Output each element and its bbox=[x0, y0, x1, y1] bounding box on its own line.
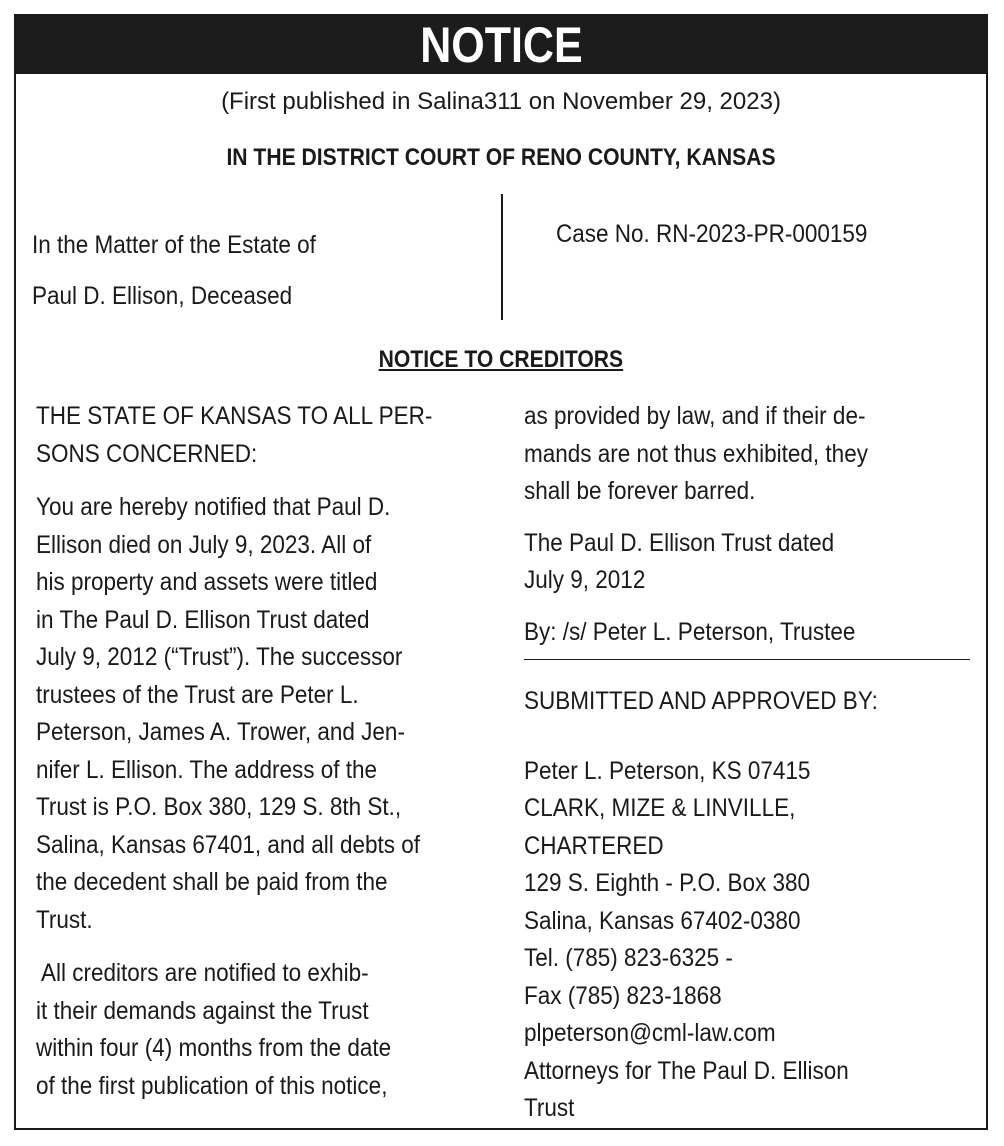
text-line: Peter L. Peterson, KS 07415 bbox=[524, 756, 811, 785]
text-line: Fax (785) 823-1868 bbox=[524, 981, 722, 1010]
matter-line-2: Paul D. Ellison, Deceased bbox=[32, 282, 293, 310]
text-line: THE STATE OF KANSAS TO ALL PER- bbox=[36, 402, 433, 430]
text-line: Salina, Kansas 67402-0380 bbox=[524, 906, 801, 935]
text-line: Trust. bbox=[36, 905, 93, 934]
case-caption-matter bbox=[32, 220, 347, 322]
right-column bbox=[524, 398, 970, 1128]
notice-banner bbox=[16, 16, 986, 74]
court-heading bbox=[16, 144, 986, 172]
email-text: plpeterson@cml-law.com bbox=[524, 1019, 776, 1047]
text-line: within four (4) months from the date bbox=[36, 1034, 392, 1062]
text-line: The Paul D. Ellison Trust dated bbox=[524, 528, 835, 557]
notice-frame bbox=[14, 14, 988, 1130]
text-line: trustees of the Trust are Peter L. bbox=[36, 680, 359, 709]
court-heading-text: IN THE DISTRICT COURT OF RENO COUNTY, KANSAS bbox=[226, 144, 776, 171]
text-line: Peterson, James A. Trower, and Jen- bbox=[36, 718, 405, 746]
text-line: Salina, Kansas 67401, and all debts of bbox=[36, 830, 421, 859]
matter-line-1: In the Matter of the Estate of bbox=[32, 231, 316, 259]
text-line: SONS CONCERNED: bbox=[36, 439, 258, 468]
text-line: Ellison died on July 9, 2023. All of bbox=[36, 530, 372, 559]
caption-divider bbox=[501, 194, 503, 320]
signature-divider bbox=[524, 659, 970, 660]
submitted-text: SUBMITTED AND APPROVED BY: bbox=[524, 687, 878, 715]
text-line: Tel. (785) 823-6325 - bbox=[524, 944, 733, 972]
text-line: All creditors are notified to exhib- bbox=[36, 959, 369, 987]
case-number: Case No. RN-2023-PR-000159 bbox=[556, 220, 868, 248]
text-line: July 9, 2012 (“Trust”). The successor bbox=[36, 643, 403, 671]
text-line: shall be forever barred. bbox=[524, 477, 756, 505]
text-line: 129 S. Eighth - P.O. Box 380 bbox=[524, 869, 811, 897]
case-caption-number bbox=[556, 220, 902, 249]
publication-note: (First published in Salina311 on November 29, 2023) bbox=[221, 88, 781, 115]
text-line: the decedent shall be paid from the bbox=[36, 868, 388, 896]
text-line: Trust is P.O. Box 380, 129 S. 8th St., bbox=[36, 793, 402, 821]
signature-text: By: /s/ Peter L. Peterson, Trustee bbox=[524, 617, 856, 646]
text-line: his property and assets were titled bbox=[36, 568, 378, 596]
text-line: July 9, 2012 bbox=[524, 566, 646, 594]
notice-to-creditors-text: NOTICE TO CREDITORS bbox=[378, 346, 624, 373]
text-line: as provided by law, and if their de- bbox=[524, 402, 866, 430]
text-line: mands are not thus exhibited, they bbox=[524, 439, 868, 468]
text-line: nifer L. Ellison. The address of the bbox=[36, 755, 378, 784]
text-line: of the first publication of this notice, bbox=[36, 1071, 388, 1100]
text-line: Trust bbox=[524, 1094, 575, 1122]
notice-to-creditors-heading bbox=[16, 346, 986, 374]
text-line: Attorneys for The Paul D. Ellison bbox=[524, 1056, 849, 1085]
text-line: in The Paul D. Ellison Trust dated bbox=[36, 605, 370, 634]
left-column bbox=[36, 398, 480, 1105]
text-line: You are hereby notified that Paul D. bbox=[36, 493, 391, 521]
text-line: CHARTERED bbox=[524, 831, 664, 860]
text-line: it their demands against the Trust bbox=[36, 996, 369, 1025]
text-line: CLARK, MIZE & LINVILLE, bbox=[524, 794, 796, 822]
notice-title: NOTICE bbox=[419, 17, 583, 73]
